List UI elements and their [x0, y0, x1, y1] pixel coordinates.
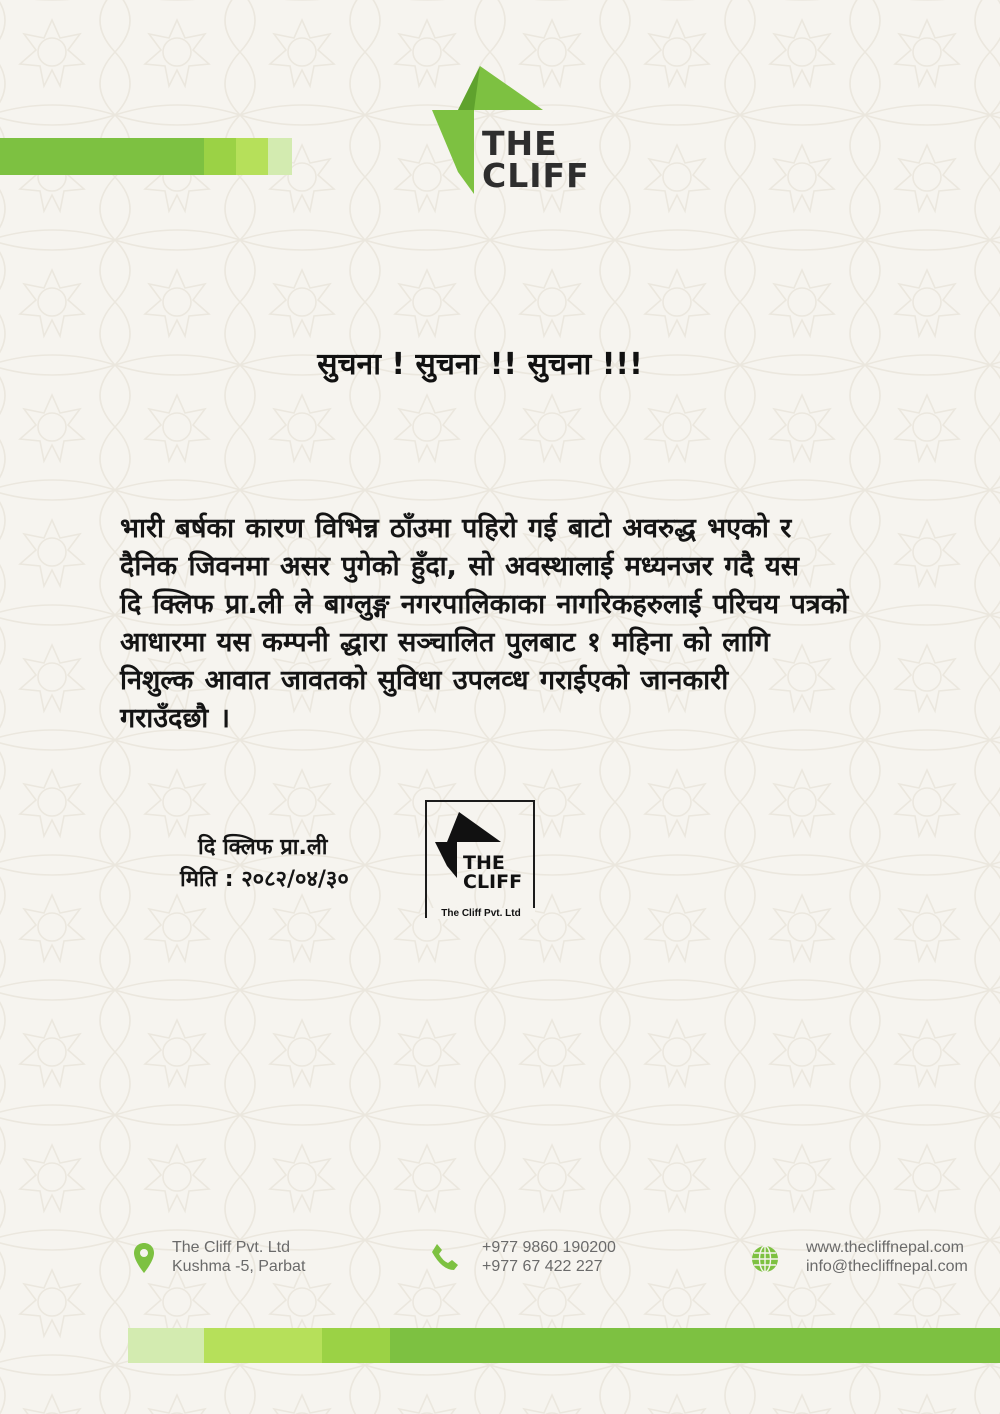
signature-block: [180, 832, 349, 896]
notice-line: आधारमा यस कम्पनी द्धारा सञ्चालित पुलबाट १ महिना को लागि: [120, 627, 770, 658]
notice-line: गराउँदछौ ।: [120, 703, 230, 734]
logo-word-cliff: CLIFF: [482, 156, 590, 195]
footer-website-link[interactable]: www.thecliffnepal.com: [806, 1239, 964, 1256]
notice-line: भारी बर्षका कारण विभिन्न ठाँउमा पहिरो गई बाटो अवरुद्ध भएको र: [120, 513, 792, 544]
footer-accent-bar: [128, 1328, 1000, 1363]
notice-line: दैनिक जिवनमा असर पुगेको हुँदा, सो अवस्थालाई मध्यनजर गदै यस: [120, 551, 800, 582]
phone-icon: [430, 1242, 460, 1272]
company-logo: [428, 62, 588, 202]
footer-web: [806, 1238, 968, 1276]
notice-title: सुचना ! सुचना !! सुचना !!!: [317, 347, 643, 382]
signature-date: मिति : २०८२/०४/३०: [180, 867, 349, 892]
logo-word-the: THE: [482, 124, 558, 163]
signature-company: दि क्लिफ प्रा.ली: [198, 835, 328, 860]
notice-line: निशुल्क आवात जावतको सुविधा उपलव्ध गराईएको जानकारी: [120, 665, 729, 696]
notice-line: दि क्लिफ प्रा.ली ले बाग्लुङ्ग नगरपालिकाका नागरिकहरुलाई परिचय पत्रको: [120, 589, 849, 620]
footer-phone-2[interactable]: +977 67 422 227: [482, 1258, 603, 1275]
footer-address-line: Kushma -5, Parbat: [172, 1258, 306, 1275]
footer-address: [172, 1238, 305, 1276]
footer-company-name: The Cliff Pvt. Ltd: [172, 1239, 290, 1256]
footer-phones: [482, 1238, 616, 1276]
company-stamp: [425, 800, 537, 920]
header-accent-bar: [0, 138, 292, 175]
notice-body: [120, 510, 920, 738]
stamp-word-cliff: CLIFF: [463, 871, 523, 893]
globe-icon: [751, 1245, 779, 1273]
footer-phone-1[interactable]: +977 9860 190200: [482, 1239, 616, 1256]
logo-wordmark: [482, 124, 590, 195]
map-pin-icon: [133, 1242, 155, 1274]
footer-email-link[interactable]: info@thecliffnepal.com: [806, 1258, 968, 1275]
stamp-wordmark: [463, 854, 522, 892]
stamp-word-the: THE: [463, 852, 505, 874]
stamp-caption: The Cliff Pvt. Ltd: [427, 908, 535, 919]
